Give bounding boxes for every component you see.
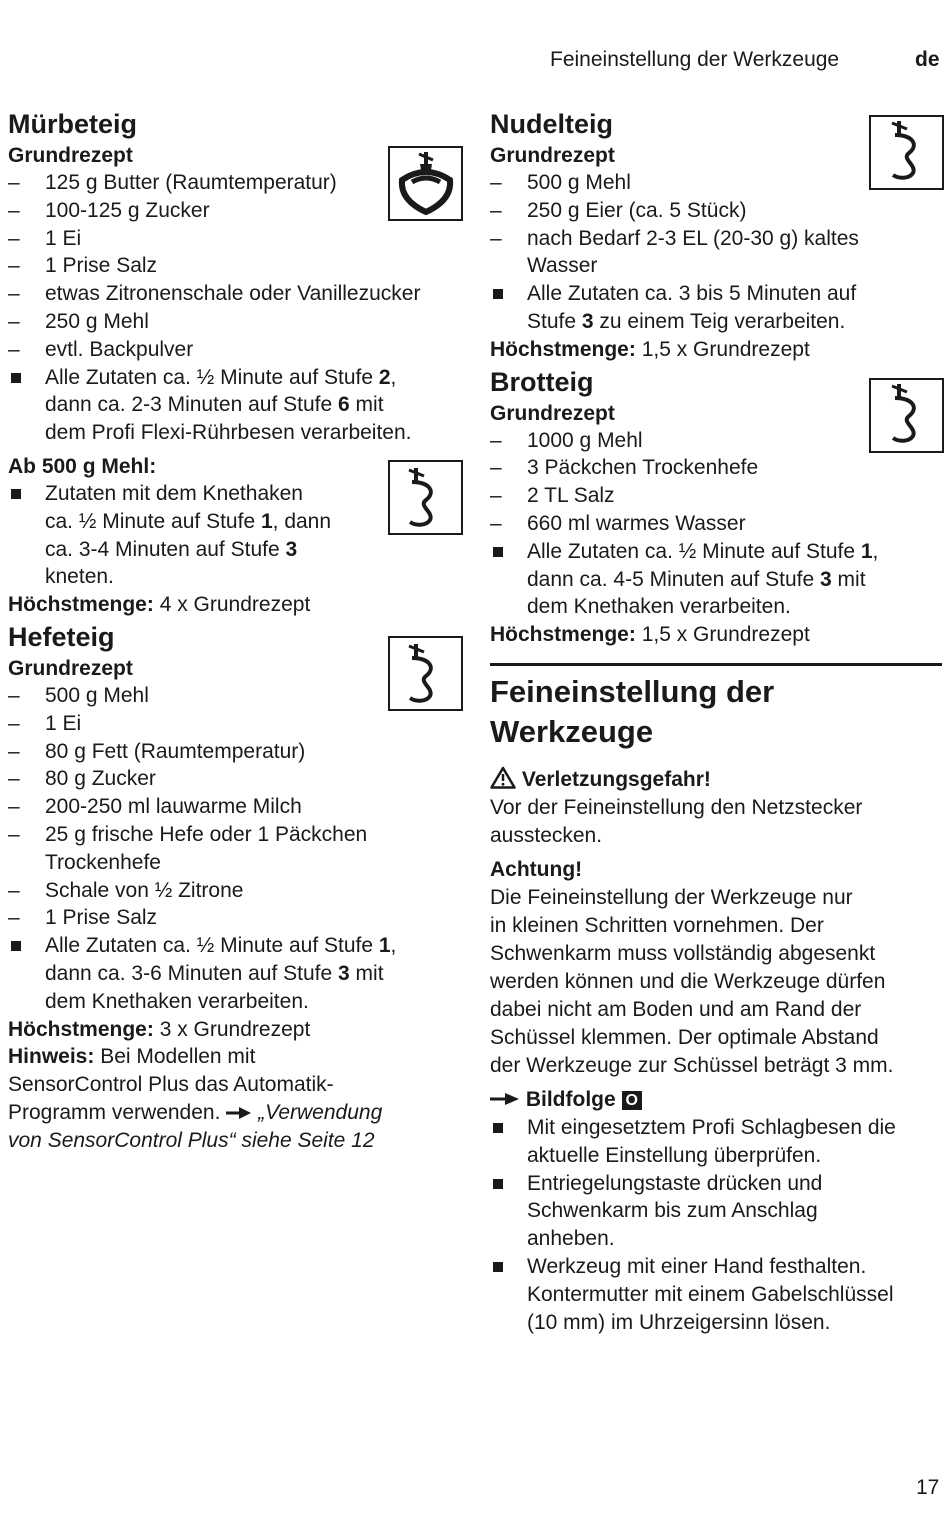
list-item: – etwas Zitronenschale oder Vanillezucker xyxy=(8,282,421,306)
list-item: – 100-125 g Zucker xyxy=(8,198,210,222)
list-item: – 1 Prise Salz xyxy=(8,254,158,278)
brotteig-ingredients xyxy=(490,427,942,622)
nudelteig-max: Höchstmenge: 1,5 x Grundrezept xyxy=(490,337,810,361)
list-item: – 1 Ei xyxy=(8,711,82,735)
hefeteig-note: Hinweis: Bei Modellen mit SensorControl Plus das Automatik- Programm verwenden. „Verwendung von SensorControl Plus“ siehe Seite 12 xyxy=(8,1045,383,1152)
step-item: Alle Zutaten ca. ½ Minute auf Stufe 1, dann ca. 3-6 Minuten auf Stufe 3 mit dem Knethaken verarbeiten. xyxy=(8,932,463,1015)
arrow-right-icon xyxy=(490,1092,520,1106)
list-item: – 500 g Mehl xyxy=(8,683,149,707)
hefeteig-ingredients xyxy=(8,682,463,1016)
section-divider xyxy=(490,663,942,666)
nudelteig-ingredients xyxy=(490,169,942,336)
list-item: – 2 TL Salz xyxy=(490,484,615,508)
list-item: – 200-250 ml lauwarme Milch xyxy=(8,795,302,819)
list-item: – 1 Prise Salz xyxy=(8,906,158,930)
list-item: – 1000 g Mehl xyxy=(490,428,643,452)
step-item: Werkzeug mit einer Hand festhalten. Kontermutter mit einem Gabelschlüssel (10 mm) im Uhrzeigersinn lösen. xyxy=(490,1253,942,1336)
right-column xyxy=(490,106,942,1336)
achtung-text: Die Feineinstellung der Werkzeuge nur in kleinen Schritten vornehmen. Der Schwenkarm muss vollständig abgesenkt werden können und die Werkzeuge dürfen dabei nicht am Boden und am Rand der Schüssel klemmen. Der optimale Abstand der Werkzeuge zur Schüssel beträgt 3 mm. xyxy=(490,885,894,1077)
page-number: 17 xyxy=(916,1476,940,1499)
kneading-hook-icon xyxy=(869,115,944,190)
step-item: Alle Zutaten ca. 3 bis 5 Minuten auf Stufe 3 zu einem Teig verarbeiten. xyxy=(490,280,942,336)
ab-500-heading: Ab 500 g Mehl: xyxy=(8,454,157,478)
list-item: – evtl. Backpulver xyxy=(8,337,194,361)
list-item: – 250 g Mehl xyxy=(8,309,149,333)
step-item: Alle Zutaten ca. ½ Minute auf Stufe 2, dann ca. 2-3 Minuten auf Stufe 6 mit dem Profi Flexi-Rührbesen verarbeiten. xyxy=(8,364,463,447)
fein-steps xyxy=(490,1114,942,1336)
flexi-beater-icon xyxy=(388,146,463,221)
list-item: – 25 g frische Hefe oder 1 Päckchen Trockenhefe xyxy=(8,822,368,874)
muerbeteig-title: Mürbeteig xyxy=(8,109,138,139)
hefeteig-subtitle: Grundrezept xyxy=(8,656,133,680)
arrow-right-icon xyxy=(226,1106,252,1120)
nudelteig-subtitle: Grundrezept xyxy=(490,144,615,167)
list-item: – 125 g Butter (Raumtemperatur) xyxy=(8,171,337,194)
list-item: – 80 g Fett (Raumtemperatur) xyxy=(8,739,306,763)
list-item: – 500 g Mehl xyxy=(490,171,631,194)
muerbeteig-max: Höchstmenge: 4 x Grundrezept xyxy=(8,593,311,617)
hefeteig-max: Höchstmenge: 3 x Grundrezept xyxy=(8,1017,311,1041)
fein-title: Feineinstellung der Werkzeuge xyxy=(490,673,775,749)
list-item: – 660 ml warmes Wasser xyxy=(490,511,746,535)
running-header: Feineinstellung der Werkzeuge xyxy=(550,48,840,71)
list-item: – 250 g Eier (ca. 5 Stück) xyxy=(490,198,747,222)
warning-text: Vor der Feineinstellung den Netzstecker ausstecken. xyxy=(490,795,863,847)
left-column xyxy=(8,106,463,1155)
kneading-hook-icon xyxy=(869,378,944,453)
list-item: – 3 Päckchen Trockenhefe xyxy=(490,456,759,480)
nudelteig-title: Nudelteig xyxy=(490,109,614,139)
achtung-heading: Achtung! xyxy=(490,857,583,881)
bildfolge-heading: Bildfolge O xyxy=(490,1086,942,1114)
list-item: – 80 g Zucker xyxy=(8,767,156,791)
brotteig-subtitle: Grundrezept xyxy=(490,401,615,425)
brotteig-title: Brotteig xyxy=(490,366,594,397)
hefeteig-title: Hefeteig xyxy=(8,621,115,652)
step-item: Zutaten mit dem Knethaken ca. ½ Minute auf Stufe 1, dann ca. 3-4 Minuten auf Stufe 3 kneten. xyxy=(8,480,463,591)
figure-reference: O xyxy=(622,1091,642,1110)
warning-icon xyxy=(490,766,516,789)
muerbeteig-subtitle: Grundrezept xyxy=(8,144,133,167)
kneading-hook-icon xyxy=(388,636,463,711)
step-item: Alle Zutaten ca. ½ Minute auf Stufe 1, dann ca. 4-5 Minuten auf Stufe 3 mit dem Knethaken verarbeiten. xyxy=(490,538,942,621)
kneading-hook-icon xyxy=(388,460,463,535)
warning-heading: Verletzungsgefahr! xyxy=(490,766,942,794)
brotteig-max: Höchstmenge: 1,5 x Grundrezept xyxy=(490,623,810,647)
step-item: Mit eingesetztem Profi Schlagbesen die aktuelle Einstellung überprüfen. xyxy=(490,1114,942,1170)
step-item: Entriegelungstaste drücken und Schwenkarm bis zum Anschlag anheben. xyxy=(490,1170,942,1253)
list-item: – 1 Ei xyxy=(8,226,82,250)
list-item: – Schale von ½ Zitrone xyxy=(8,878,244,902)
list-item: – nach Bedarf 2-3 EL (20-30 g) kaltes Wasser xyxy=(490,226,859,278)
language-code: de xyxy=(915,48,940,71)
